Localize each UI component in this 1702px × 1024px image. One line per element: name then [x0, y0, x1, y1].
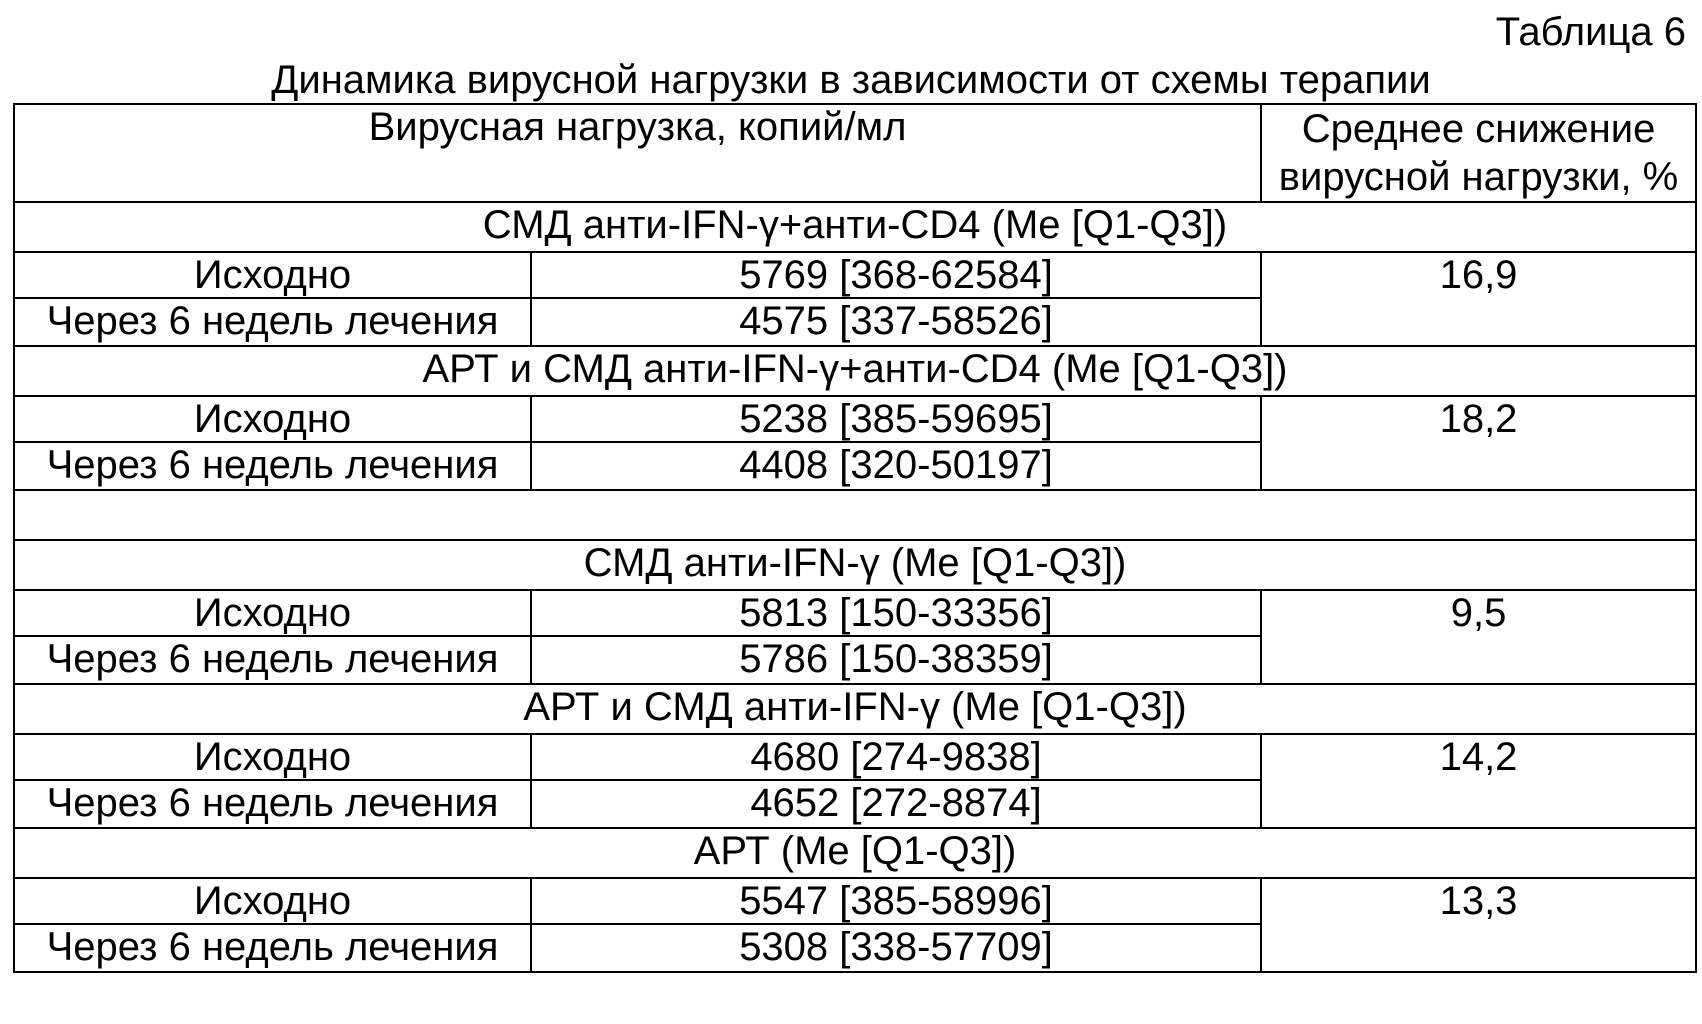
table-row	[14, 734, 1696, 780]
row-value: 4652 [272-8874]	[531, 780, 1261, 828]
header-reduction	[1261, 104, 1696, 202]
table-number: Таблица 6	[1495, 10, 1686, 54]
group-name: АРТ (Me [Q1-Q3])	[14, 828, 1696, 878]
header-reduction-line2: вирусной нагрузки, %	[1278, 155, 1679, 199]
group-header-row	[14, 684, 1696, 734]
reduction-value: 13,3	[1261, 878, 1696, 972]
row-label: Исходно	[14, 590, 531, 636]
viral-load-table	[13, 103, 1697, 973]
row-value: 5786 [150-38359]	[531, 636, 1261, 684]
group-header-row	[14, 828, 1696, 878]
table-row	[14, 252, 1696, 298]
table-row	[14, 878, 1696, 924]
group-name: СМД анти-IFN-γ (Me [Q1-Q3])	[14, 540, 1696, 590]
reduction-value: 16,9	[1261, 252, 1696, 346]
group-name: СМД анти-IFN-γ+анти-CD4 (Me [Q1-Q3])	[14, 202, 1696, 252]
header-row	[14, 104, 1696, 202]
row-label: Исходно	[14, 878, 531, 924]
spacer-cell	[14, 490, 1696, 540]
spacer-row	[14, 490, 1696, 540]
row-label: Через 6 недель лечения	[14, 298, 531, 346]
row-value: 5308 [338-57709]	[531, 924, 1261, 972]
row-value: 4575 [337-58526]	[531, 298, 1261, 346]
row-label: Через 6 недель лечения	[14, 442, 531, 490]
reduction-value: 14,2	[1261, 734, 1696, 828]
row-label: Исходно	[14, 396, 531, 442]
header-viral-load: Вирусная нагрузка, копий/мл	[14, 104, 1261, 202]
header-reduction-line1: Среднее снижение	[1301, 107, 1656, 151]
row-label: Через 6 недель лечения	[14, 780, 531, 828]
row-value: 4408 [320-50197]	[531, 442, 1261, 490]
group-name: АРТ и СМД анти-IFN-γ+анти-CD4 (Me [Q1-Q3])	[14, 346, 1696, 396]
group-header-row	[14, 346, 1696, 396]
row-value: 5769 [368-62584]	[531, 252, 1261, 298]
group-header-row	[14, 540, 1696, 590]
table-title: Динамика вирусной нагрузки в зависимости от схемы терапии	[271, 58, 1431, 102]
row-value: 5238 [385-59695]	[531, 396, 1261, 442]
group-header-row	[14, 202, 1696, 252]
row-label: Через 6 недель лечения	[14, 636, 531, 684]
row-label: Через 6 недель лечения	[14, 924, 531, 972]
reduction-value: 9,5	[1261, 590, 1696, 684]
row-value: 5547 [385-58996]	[531, 878, 1261, 924]
reduction-value: 18,2	[1261, 396, 1696, 490]
group-name: АРТ и СМД анти-IFN-γ (Me [Q1-Q3])	[14, 684, 1696, 734]
table-row	[14, 590, 1696, 636]
row-label: Исходно	[14, 734, 531, 780]
row-label: Исходно	[14, 252, 531, 298]
row-value: 5813 [150-33356]	[531, 590, 1261, 636]
row-value: 4680 [274-9838]	[531, 734, 1261, 780]
table-row	[14, 396, 1696, 442]
